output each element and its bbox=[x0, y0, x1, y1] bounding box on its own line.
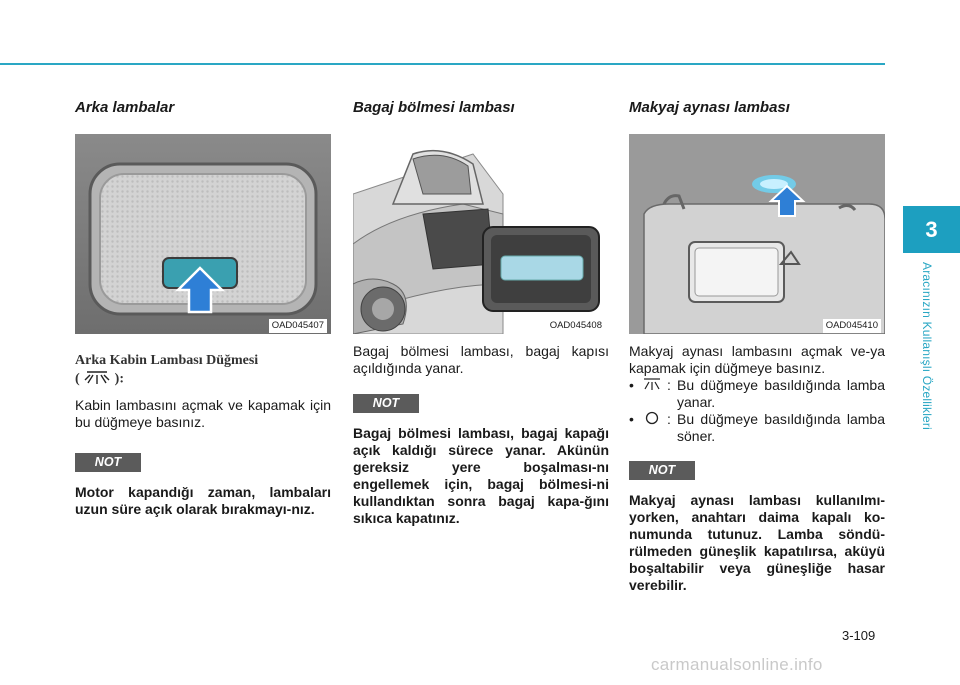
figure-vanity-lamp bbox=[629, 134, 885, 334]
lamp-on-icon bbox=[641, 377, 663, 395]
page-number: 3-109 bbox=[842, 628, 876, 643]
lamp-on-icon bbox=[83, 369, 111, 390]
note-text: Motor kapandığı zaman, lambaları uzun süre açık olarak bırakmayı-nız. bbox=[75, 484, 331, 517]
note-text: Bagaj bölmesi lambası, bagaj kapağı açık kaldığı sürece yanar. Akünün gereksiz yere boşalması-nı engellemek için, bagaj bölmesi-ni kullandıktan sonra bagaj kapa-ğını sıkıca kapatınız. bbox=[353, 425, 609, 526]
figure-rear-lamp bbox=[75, 134, 331, 334]
subheading-text: Arka Kabin Lambası Düğmesi bbox=[75, 353, 259, 368]
watermark: carmanualsonline.info bbox=[651, 655, 823, 674]
subheading-open: ( bbox=[75, 371, 80, 387]
body-paragraph: Bagaj bölmesi lambası, bagaj kapısı açıldığında yanar. bbox=[353, 343, 609, 376]
section-heading: Bagaj bölmesi lambası bbox=[353, 99, 515, 116]
trunk-lamp-illustration bbox=[353, 134, 609, 334]
section-rear-lamps bbox=[75, 100, 331, 518]
subheading bbox=[75, 352, 331, 390]
bullet-text: Bu düğmeye basıldığında lamba söner. bbox=[677, 411, 885, 444]
body-paragraph: Makyaj aynası lambasını açmak ve-ya kapamak için düğmeye basınız. bbox=[629, 343, 885, 376]
body-paragraph: Kabin lambasını açmak ve kapamak için bu düğmeye basınız. bbox=[75, 397, 331, 430]
section-trunk-lamp bbox=[353, 100, 609, 527]
top-rule bbox=[0, 63, 885, 65]
bullet-item bbox=[629, 377, 885, 411]
figure-trunk-lamp bbox=[353, 134, 609, 334]
section-heading: Makyaj aynası lambası bbox=[629, 99, 790, 116]
vanity-lamp-illustration bbox=[629, 134, 885, 334]
bullet-separator: : bbox=[667, 377, 671, 393]
bullet-separator: : bbox=[667, 411, 671, 427]
note-badge: NOT bbox=[629, 461, 695, 480]
chapter-title: Aracınızın Kullanışlı Özellikleri bbox=[920, 262, 934, 430]
figure-code: OAD045407 bbox=[269, 319, 327, 333]
section-heading: Arka lambalar bbox=[75, 99, 175, 116]
lamp-off-icon bbox=[641, 411, 663, 429]
subheading-close: ): bbox=[114, 371, 124, 387]
note-text: Makyaj aynası lambası kullanılmı-yorken, anahtarı daima kapalı ko-numunda tutunuz. Lamba söndü-rülmeden güneşlik kapatılırsa, aküyü boşaltabilir veya güneşliğe hasar verebilir. bbox=[629, 492, 885, 593]
section-vanity-lamp bbox=[629, 100, 885, 594]
figure-code: OAD045408 bbox=[547, 319, 605, 333]
figure-code: OAD045410 bbox=[823, 319, 881, 333]
bullet-text: Bu düğmeye basıldığında lamba yanar. bbox=[677, 377, 885, 410]
rear-lamp-illustration bbox=[75, 134, 331, 334]
bullet-marker: • bbox=[629, 411, 634, 427]
note-badge: NOT bbox=[75, 453, 141, 472]
chapter-tab: 3 bbox=[903, 206, 960, 253]
note-badge: NOT bbox=[353, 394, 419, 413]
bullet-marker: • bbox=[629, 377, 634, 393]
bullet-item bbox=[629, 411, 885, 445]
